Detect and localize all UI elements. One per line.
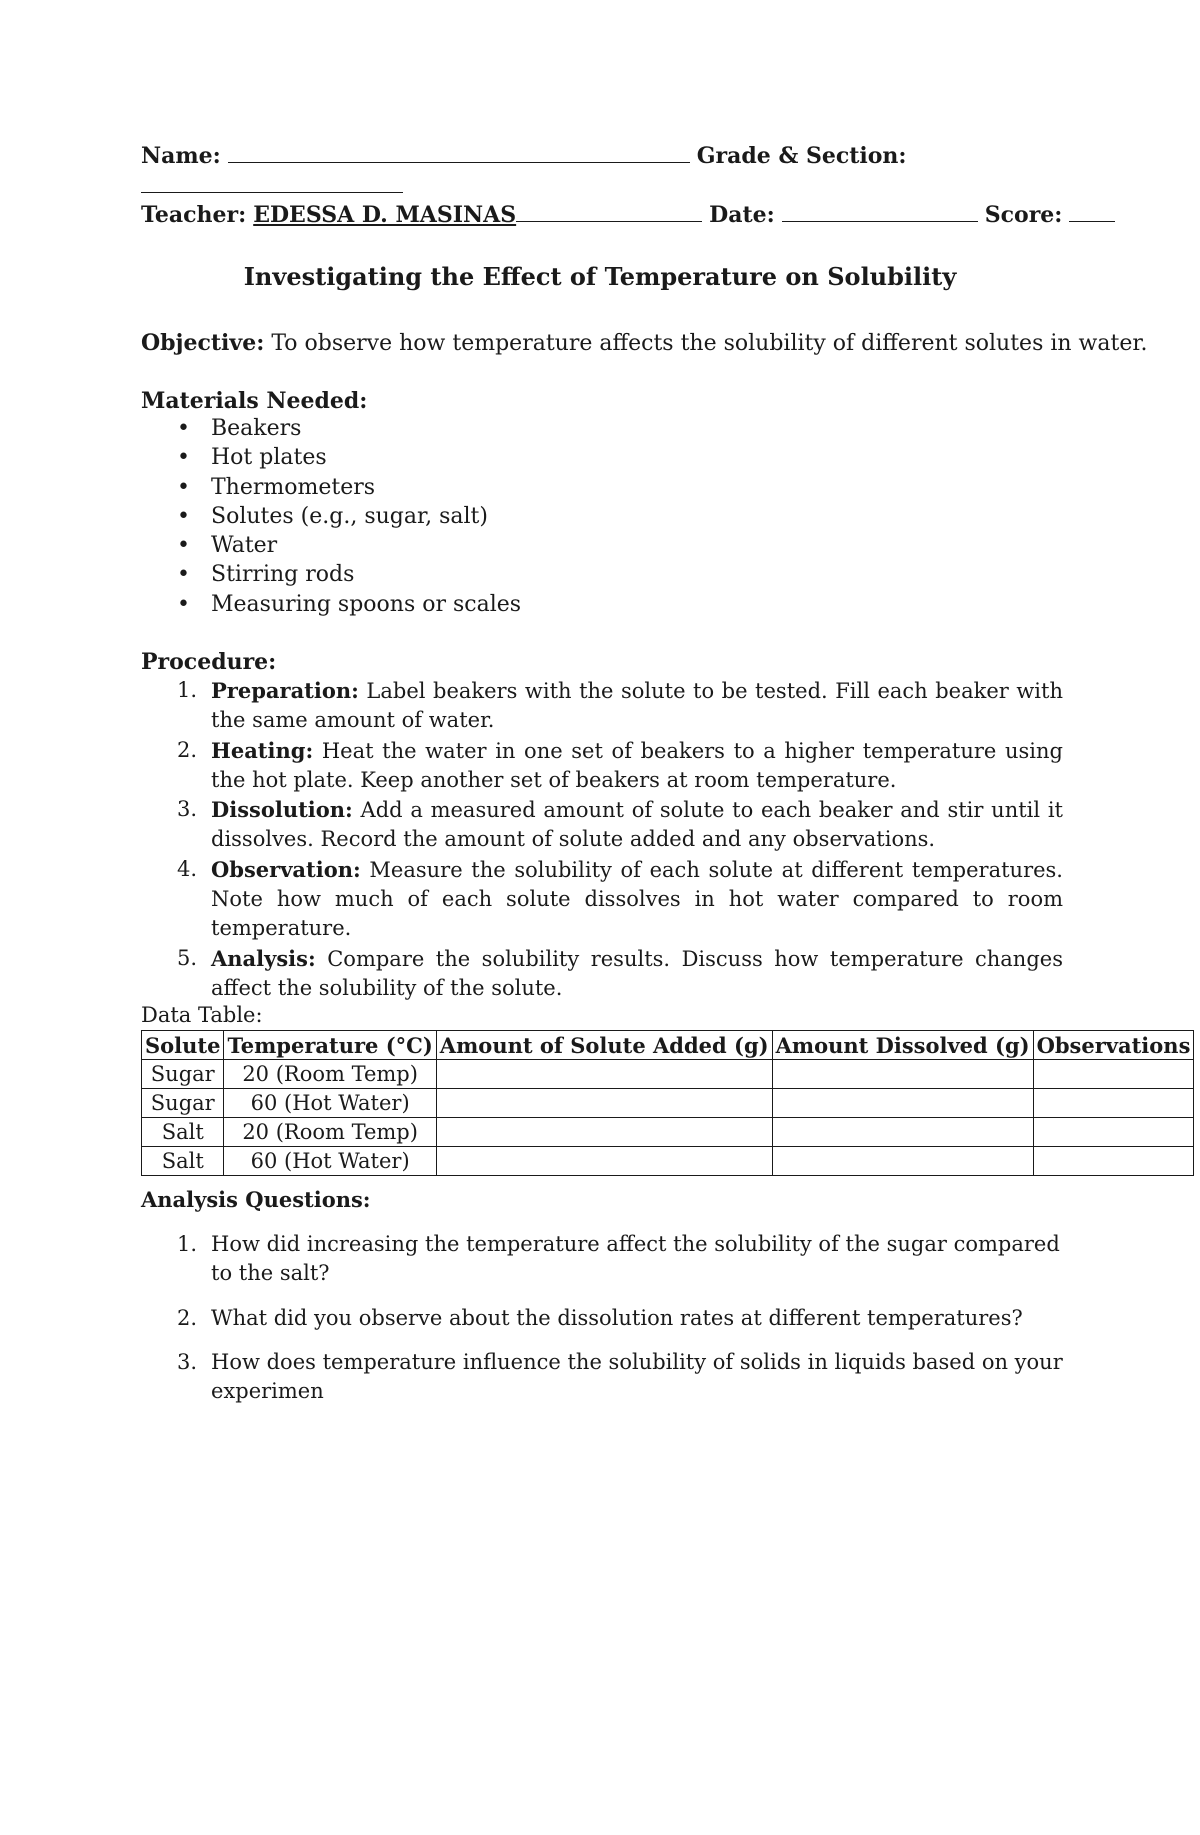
step-number: 5. bbox=[177, 945, 198, 970]
table-cell-input[interactable] bbox=[1033, 1147, 1194, 1176]
materials-list bbox=[141, 414, 521, 619]
objective-label: Objective: bbox=[141, 330, 265, 356]
table-cell-input[interactable] bbox=[436, 1060, 772, 1089]
question-item bbox=[141, 1304, 1063, 1333]
table-cell: Salt bbox=[142, 1147, 224, 1176]
table-row bbox=[142, 1089, 1194, 1118]
table-cell-input[interactable] bbox=[1033, 1089, 1194, 1118]
materials-heading: Materials Needed: bbox=[141, 388, 368, 414]
step-text: Add a measured amount of solute to each beaker and stir until it dissolves. Record the amount of solute added and any observations. bbox=[211, 798, 1063, 852]
table-cell-input[interactable] bbox=[772, 1089, 1033, 1118]
list-item: • Solutes (e.g., sugar, salt) bbox=[141, 502, 521, 531]
step-text: Heat the water in one set of beakers to a higher temperature using the hot plate. Keep another set of beakers at room temperature. bbox=[211, 738, 1063, 792]
procedure-step bbox=[141, 736, 1063, 796]
date-blank[interactable] bbox=[782, 201, 978, 222]
step-number: 2. bbox=[177, 737, 198, 762]
step-number: 3. bbox=[177, 797, 198, 822]
step-text: Measure the solubility of each solute at different temperatures. Note how much of each solute dissolves in hot water compared to room temperature. bbox=[211, 857, 1063, 941]
procedure-step bbox=[141, 944, 1063, 1004]
step-label: Heating: bbox=[211, 737, 314, 763]
table-cell-input[interactable] bbox=[772, 1060, 1033, 1089]
question-item bbox=[141, 1230, 1063, 1289]
table-cell: 20 (Room Temp) bbox=[224, 1118, 436, 1147]
table-cell-input[interactable] bbox=[772, 1147, 1033, 1176]
step-label: Dissolution: bbox=[211, 797, 353, 823]
procedure-step bbox=[141, 855, 1063, 944]
question-text: How did increasing the temperature affect the solubility of the sugar compared to the salt? bbox=[211, 1232, 1060, 1286]
procedure-heading: Procedure: bbox=[141, 649, 277, 675]
table-row bbox=[142, 1118, 1194, 1147]
question-number: 2. bbox=[177, 1305, 198, 1330]
column-header: Amount of Solute Added (g) bbox=[436, 1031, 772, 1060]
score-label: Score: bbox=[984, 202, 1063, 228]
question-item bbox=[141, 1348, 1063, 1407]
table-row bbox=[142, 1147, 1194, 1176]
list-item: • Thermometers bbox=[141, 473, 521, 502]
table-cell-input[interactable] bbox=[436, 1089, 772, 1118]
data-table bbox=[141, 1030, 1194, 1176]
column-header: Solute bbox=[142, 1031, 224, 1060]
table-cell-input[interactable] bbox=[772, 1118, 1033, 1147]
column-header: Temperature (°C) bbox=[224, 1031, 436, 1060]
grade-section-label: Grade & Section: bbox=[696, 143, 907, 169]
table-cell-input[interactable] bbox=[1033, 1060, 1194, 1089]
step-number: 4. bbox=[177, 856, 198, 881]
table-cell: 60 (Hot Water) bbox=[224, 1089, 436, 1118]
teacher-name: EDESSA D. MASINAS bbox=[253, 202, 517, 228]
step-label: Analysis: bbox=[211, 945, 316, 971]
table-cell-input[interactable] bbox=[436, 1147, 772, 1176]
name-line bbox=[141, 142, 907, 170]
name-label: Name: bbox=[141, 143, 221, 169]
procedure-step bbox=[141, 676, 1063, 736]
procedure-step bbox=[141, 795, 1063, 855]
score-blank[interactable] bbox=[1069, 201, 1115, 222]
table-cell: Sugar bbox=[142, 1089, 224, 1118]
teacher-blank bbox=[516, 201, 702, 222]
list-item: • Hot plates bbox=[141, 443, 521, 472]
data-table-label: Data Table: bbox=[141, 1003, 263, 1027]
objective-text: To observe how temperature affects the solubility of different solutes in water. bbox=[271, 331, 1148, 356]
teacher-line bbox=[141, 201, 1115, 229]
table-cell-input[interactable] bbox=[436, 1118, 772, 1147]
list-item: • Beakers bbox=[141, 414, 521, 443]
question-number: 1. bbox=[177, 1232, 198, 1256]
list-item: • Stirring rods bbox=[141, 560, 521, 589]
step-text: Compare the solubility results. Discuss how temperature changes affect the solubility of the solute. bbox=[211, 946, 1063, 1000]
list-item: • Measuring spoons or scales bbox=[141, 590, 521, 619]
table-cell: 20 (Room Temp) bbox=[224, 1060, 436, 1089]
table-cell-input[interactable] bbox=[1033, 1118, 1194, 1147]
table-row bbox=[142, 1060, 1194, 1089]
table-cell: Sugar bbox=[142, 1060, 224, 1089]
question-text: What did you observe about the dissolution rates at different temperatures? bbox=[211, 1305, 1023, 1330]
table-header-row bbox=[142, 1031, 1194, 1060]
step-label: Observation: bbox=[211, 856, 361, 882]
column-header: Observations bbox=[1033, 1031, 1194, 1060]
procedure-list bbox=[141, 676, 1063, 1003]
objective bbox=[141, 330, 1147, 357]
page-title: Investigating the Effect of Temperature on Solubility bbox=[243, 262, 957, 291]
grade-section-line bbox=[141, 172, 403, 200]
step-label: Preparation: bbox=[211, 678, 359, 703]
date-label: Date: bbox=[709, 202, 775, 228]
table-cell: Salt bbox=[142, 1118, 224, 1147]
step-text: Label beakers with the solute to be tested. Fill each beaker with the same amount of water. bbox=[211, 679, 1063, 733]
grade-section-blank[interactable] bbox=[141, 172, 403, 193]
question-text: How does temperature influence the solubility of solids in liquids based on your experimen bbox=[211, 1349, 1063, 1404]
column-header: Amount Dissolved (g) bbox=[772, 1031, 1033, 1060]
table-cell: 60 (Hot Water) bbox=[224, 1147, 436, 1176]
analysis-questions bbox=[141, 1230, 1063, 1406]
step-number: 1. bbox=[177, 678, 198, 702]
teacher-label: Teacher: bbox=[141, 202, 247, 228]
name-blank[interactable] bbox=[228, 142, 690, 163]
question-number: 3. bbox=[177, 1349, 198, 1374]
analysis-heading: Analysis Questions: bbox=[141, 1187, 371, 1212]
list-item: • Water bbox=[141, 531, 521, 560]
